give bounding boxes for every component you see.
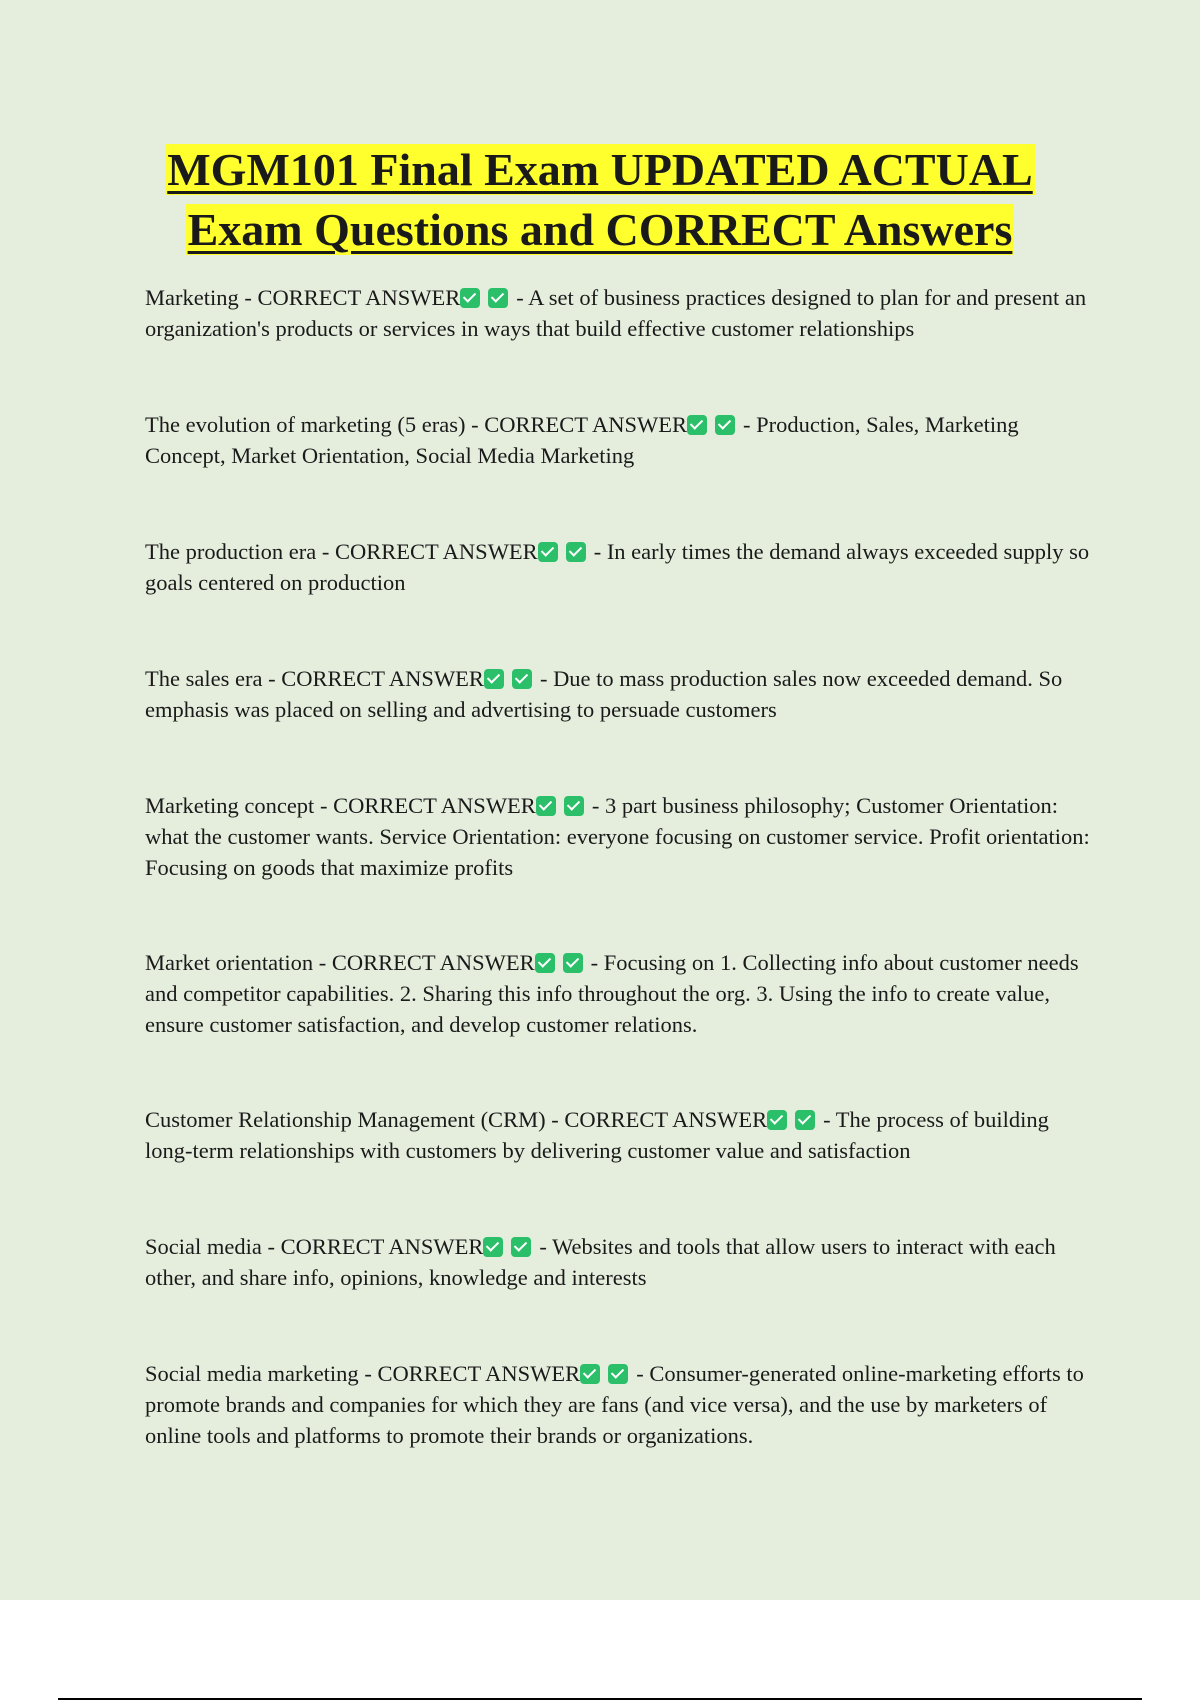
entry-term: Market orientation xyxy=(145,950,314,975)
check-mark-icon xyxy=(538,542,558,562)
check-mark-icon xyxy=(564,796,584,816)
qa-entry: Customer Relationship Management (CRM) - CORRECT ANSWER - The process of building long-term relationships with customers by delivering customer value and satisfaction xyxy=(145,1107,1049,1163)
qa-entry: The production era - CORRECT ANSWER - In early times the demand always exceeded supply so goals centered on production xyxy=(145,539,1090,595)
entry-definition: 3 part business philosophy; Customer Orientation: what the customer wants. Service Orientation: everyone focusing on customer service. Profit orientation: Focusing on goods that maximize profits xyxy=(145,793,1090,880)
entry-term: The production era xyxy=(145,539,317,564)
check-mark-icon xyxy=(566,542,586,562)
qa-entry: Marketing - CORRECT ANSWER - A set of business practices designed to plan for and present an organization's products or services in ways that build effective customer relationships xyxy=(145,285,1087,341)
entry-definition: Production, Sales, Marketing Concept, Market Orientation, Social Media Marketing xyxy=(145,412,1019,468)
check-mark-icon xyxy=(488,288,508,308)
check-mark-icon xyxy=(687,415,707,435)
entry-term: Marketing concept xyxy=(145,793,315,818)
correct-answer-label: CORRECT ANSWER xyxy=(334,539,538,564)
check-mark-icon xyxy=(483,1237,503,1257)
entry-definition: Websites and tools that allow users to interact with each other, and share info, opinions, knowledge and interests xyxy=(145,1234,1056,1290)
document-title xyxy=(90,140,1110,260)
correct-answer-label: CORRECT ANSWER xyxy=(257,285,461,310)
entry-definition: A set of business practices designed to plan for and present an organization's products or services in ways that build effective customer relationships xyxy=(145,285,1087,341)
check-mark-icon xyxy=(511,1237,531,1257)
entry-definition: Due to mass production sales now exceeded demand. So emphasis was placed on selling and advertising to persuade customers xyxy=(145,666,1063,722)
entry-term: Social media xyxy=(145,1234,262,1259)
check-mark-icon xyxy=(608,1364,628,1384)
qa-entry: Market orientation - CORRECT ANSWER - Focusing on 1. Collecting info about customer needs and competitor capabilities. 2. Sharing this info throughout the org. 3. Using the info to create value, ensure customer satisfaction, and develop customer relations. xyxy=(145,950,1079,1037)
entry-term: The sales era xyxy=(145,666,263,691)
check-mark-icon xyxy=(484,669,504,689)
title-line-1: MGM101 Final Exam UPDATED ACTUAL xyxy=(167,144,1033,195)
entry-term: Social media marketing xyxy=(145,1361,359,1386)
check-mark-icon xyxy=(536,796,556,816)
entry-definition: The process of building long-term relationships with customers by delivering customer value and satisfaction xyxy=(145,1107,1049,1163)
correct-answer-label: CORRECT ANSWER xyxy=(377,1361,581,1386)
qa-entry: Social media marketing - CORRECT ANSWER - Consumer-generated online-marketing efforts to promote brands and companies for which they are fans (and vice versa), and the use by marketers of online tools and platforms to promote their brands or organizations. xyxy=(145,1361,1084,1448)
check-mark-icon xyxy=(563,953,583,973)
correct-answer-label: CORRECT ANSWER xyxy=(333,793,536,818)
check-mark-icon xyxy=(460,288,480,308)
entry-definition: Consumer-generated online-marketing efforts to promote brands and companies for which they are fans (and vice versa), and the use by marketers of online tools and platforms to promote their brands or organizations. xyxy=(145,1361,1084,1448)
check-mark-icon xyxy=(580,1364,600,1384)
entry-term: Marketing xyxy=(145,285,239,310)
check-mark-icon xyxy=(715,415,735,435)
check-mark-icon xyxy=(512,669,532,689)
correct-answer-label: CORRECT ANSWER xyxy=(281,666,484,691)
correct-answer-label: CORRECT ANSWER xyxy=(331,950,535,975)
correct-answer-label: CORRECT ANSWER xyxy=(564,1107,768,1132)
entry-definition: Focusing on 1. Collecting info about customer needs and competitor capabilities. 2. Sharing this info throughout the org. 3. Using the info to create value, ensure customer satisfaction, and develop customer relations. xyxy=(145,950,1079,1037)
entry-term: Customer Relationship Management (CRM) xyxy=(145,1107,546,1132)
check-mark-icon xyxy=(767,1110,787,1130)
check-mark-icon xyxy=(795,1110,815,1130)
entry-term: The evolution of marketing (5 eras) xyxy=(145,412,466,437)
entry-definition: In early times the demand always exceeded supply so goals centered on production xyxy=(145,539,1090,595)
qa-entry: The evolution of marketing (5 eras) - CORRECT ANSWER - Production, Sales, Marketing Concept, Market Orientation, Social Media Marketing xyxy=(145,412,1019,468)
qa-entry: Marketing concept - CORRECT ANSWER - 3 part business philosophy; Customer Orientation: what the customer wants. Service Orientation: everyone focusing on customer service. Profit orientation: Focusing on goods that maximize profits xyxy=(145,793,1090,880)
qa-entry: The sales era - CORRECT ANSWER - Due to mass production sales now exceeded demand. So emphasis was placed on selling and advertising to persuade customers xyxy=(145,666,1063,722)
qa-entry: Social media - CORRECT ANSWER - Websites and tools that allow users to interact with each other, and share info, opinions, knowledge and interests xyxy=(145,1234,1056,1290)
title-line-2: Exam Questions and CORRECT Answers xyxy=(187,204,1013,255)
check-mark-icon xyxy=(535,953,555,973)
correct-answer-label: CORRECT ANSWER xyxy=(484,412,688,437)
correct-answer-label: CORRECT ANSWER xyxy=(280,1234,484,1259)
